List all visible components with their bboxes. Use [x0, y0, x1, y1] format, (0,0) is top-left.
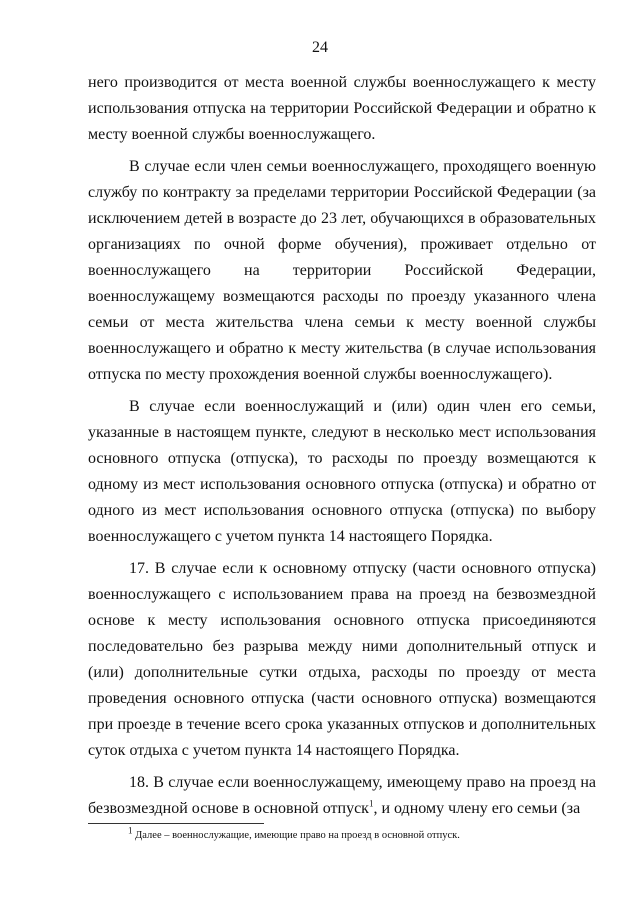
- footnote-mark: 1: [128, 825, 133, 836]
- paragraph-item-18-start: 18. В случае если военнослужащему, имеющему право на проезд на безвозмездной основе в основной отпуск: [88, 774, 596, 817]
- paragraph-several-places: В случае если военнослужащий и (или) один член его семьи, указанные в настоящем пункте, следуют в несколько мест использования основного отпуска (отпуска), то расходы по проезду возмещаются к одному из мест использования основного отпуска (отпуска) и обратно от одного из мест использования основного отпуска (отпуска) по выбору военнослужащего с учетом пункта 14 настоящего Порядка.: [88, 398, 596, 545]
- paragraph-item-17: 17. В случае если к основному отпуску (части основного отпуска) военнослужащего с использованием права на проезд на безвозмездной основе к месту использования основного отпуска присоединяются последовательно без разрыва между ними дополнительный отпуск и (или) дополнительные сутки отдыха, расходы по проезду от места проведения основного отпуска (части основного отпуска) возмещаются при проезде в течение всего срока указанных отпусков и дополнительных суток отдыха с учетом пункта 14 настоящего Порядка.: [88, 560, 596, 759]
- footnote-text: Далее – военнослужащие, имеющие право на проезд в основной отпуск.: [132, 830, 460, 841]
- document-body: [88, 70, 596, 822]
- paragraph-continuation: него производится от места военной службы военнослужащего к месту использования отпуска на территории Российской Федерации и обратно к месту военной службы военнослужащего.: [88, 74, 596, 143]
- paragraph-item-18: [88, 770, 596, 822]
- page-number: 24: [312, 39, 328, 56]
- footnote-reference: 1: [368, 798, 374, 809]
- paragraph-item-18-end: , и одному члену его семьи (за: [373, 800, 581, 817]
- paragraph-family-member: В случае если член семьи военнослужащего, проходящего военную службу по контракту за пределами территории Российской Федерации (за исключением детей в возрасте до 23 лет, обучающихся в образовательных организациях по очной форме обучения), проживает отдельно от военнослужащего на территории Российской Федерации, военнослужащему возмещаются расходы по проезду указанного члена семьи от места жительства члена семьи к месту военной службы военнослужащего и обратно к месту жительства (в случае использования отпуска по месту прохождения военной службы военнослужащего).: [88, 158, 596, 383]
- footnote-separator: [88, 823, 264, 824]
- footnote: [128, 825, 598, 843]
